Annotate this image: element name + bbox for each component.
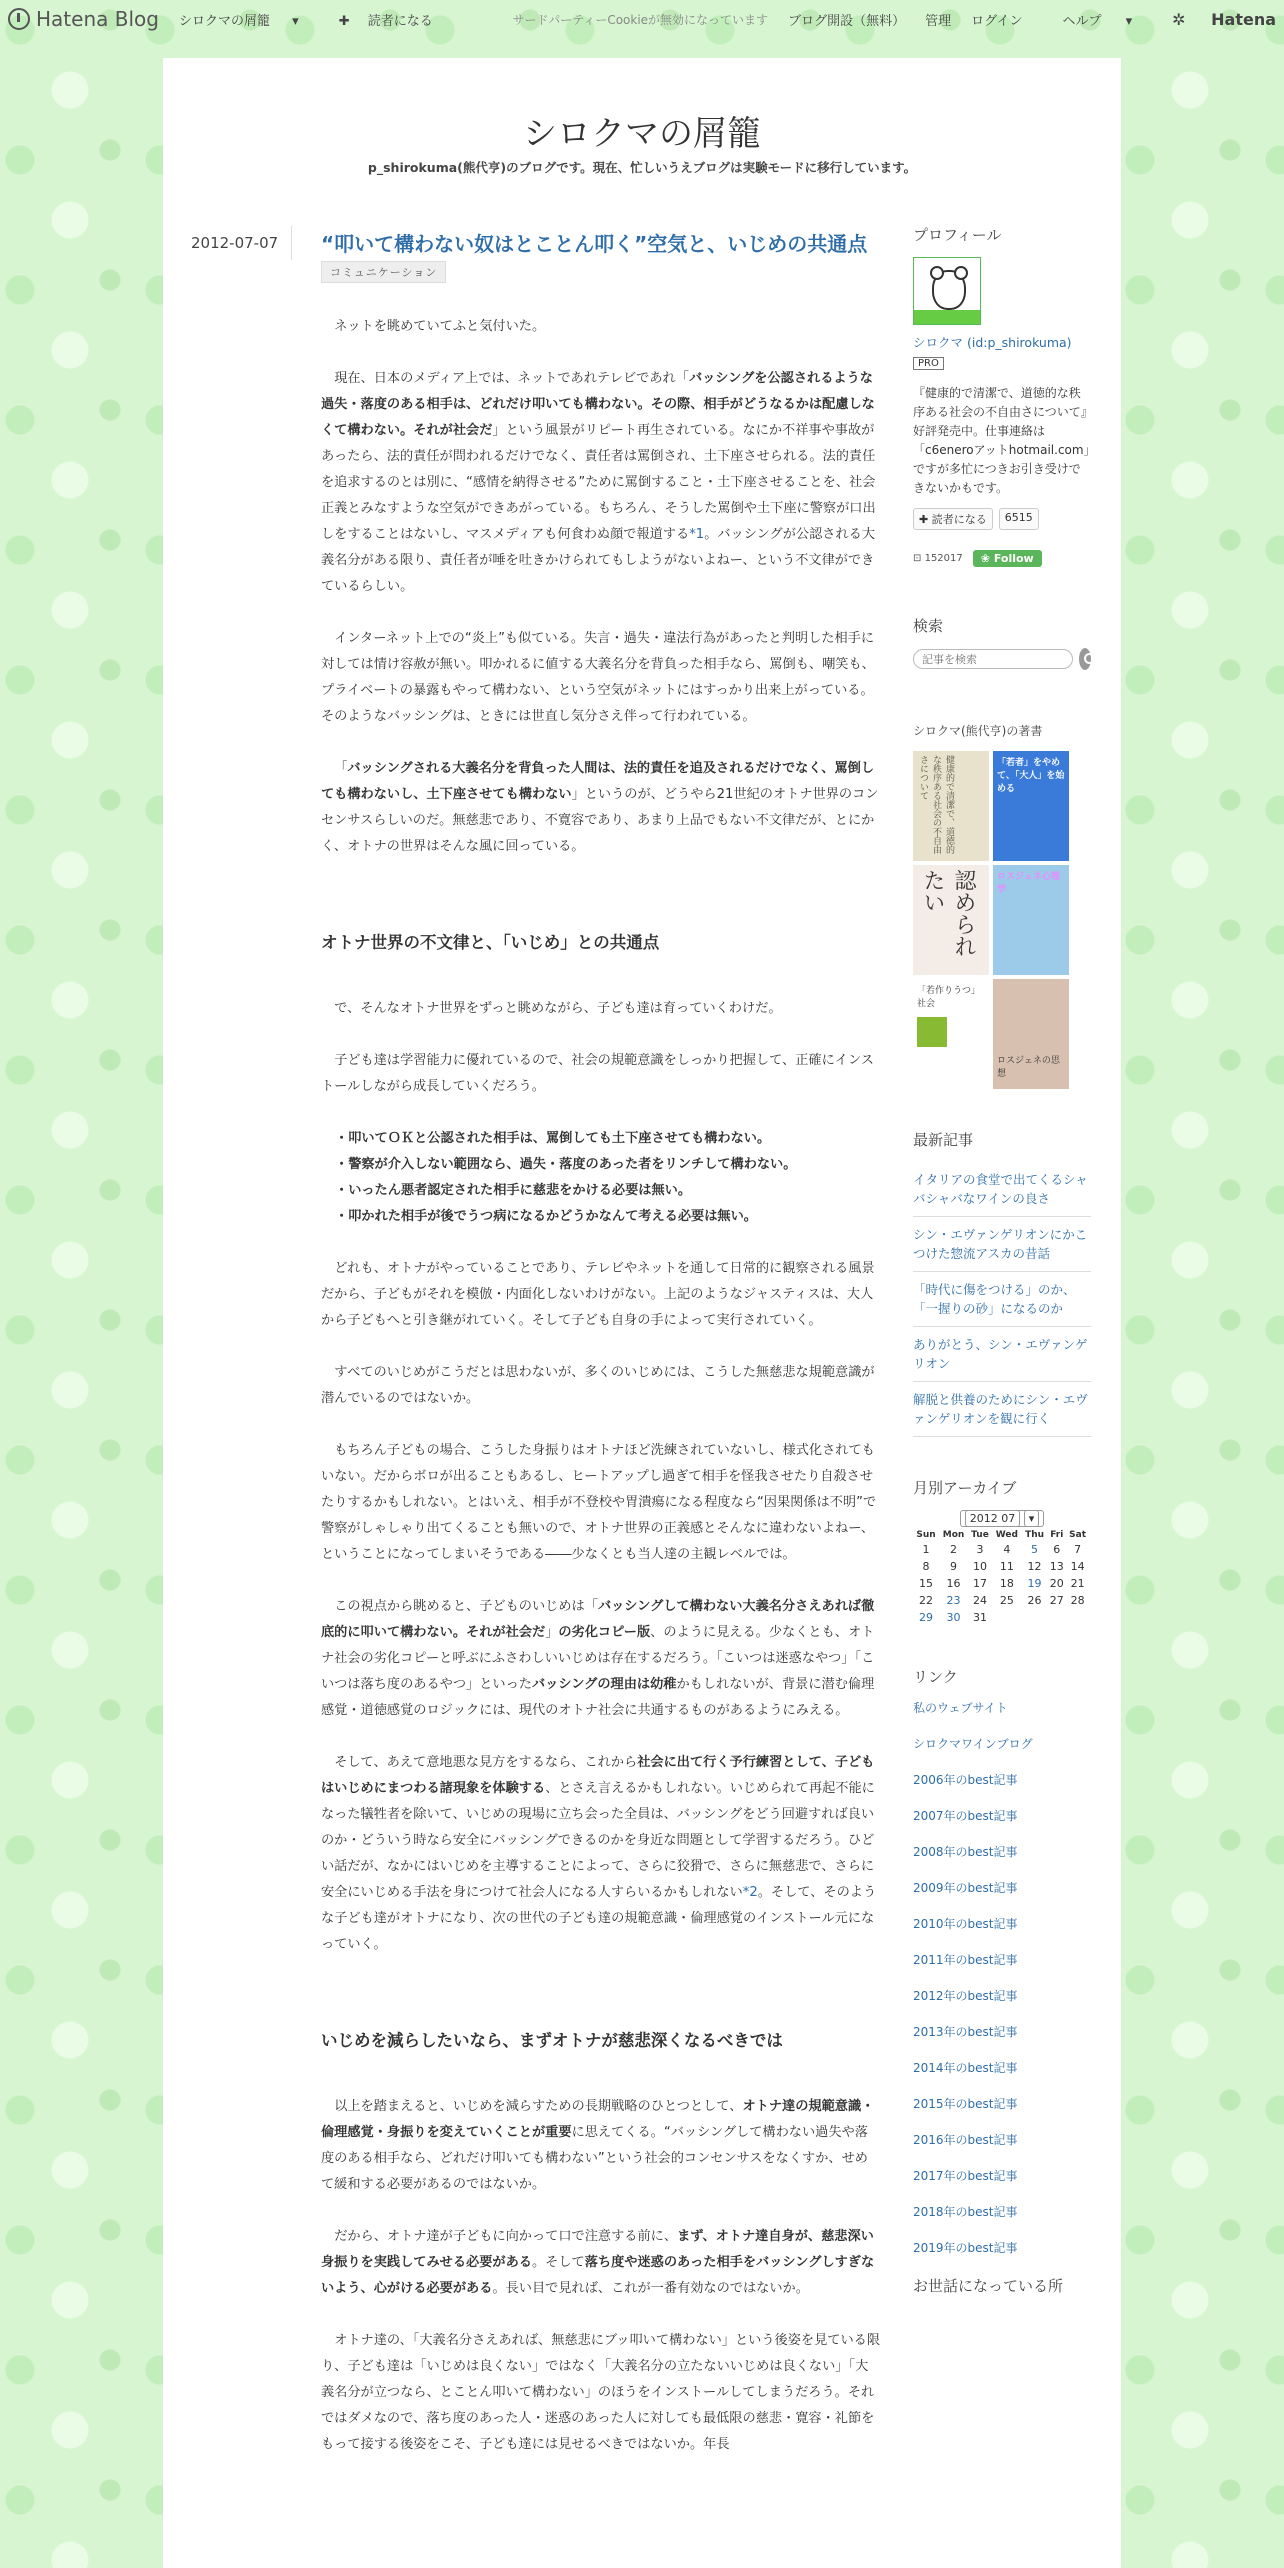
cal-day: 15 <box>919 1577 933 1590</box>
cal-day: 11 <box>999 1560 1014 1573</box>
paragraph: オトナ達の、「大義名分さえあれば、無慈悲にブッ叩いて構わない」という後姿を見ている限り、子ども達は「いじめは良くない」ではなく「大義名分の立たないいじめは良くない」「大義名分が立つなら、とことん叩いて構わない」のほうをインストールしてしまうだろう。それではダメなので、落ち度のあった人・迷惑のあった人に対しても最低限の慈悲・寛容・礼節をもって接する後姿をこそ、子ども達には見せるべきではないか。年長 <box>321 2333 881 2452</box>
sidebar-link[interactable]: 2012年のbest記事 <box>913 1989 1018 2003</box>
archive-month-value: 2012 07 <box>965 1510 1021 1527</box>
hatena-blog-logo[interactable] <box>8 7 159 31</box>
sidebar-link[interactable]: 2010年のbest記事 <box>913 1917 1018 1931</box>
cal-day: 17 <box>972 1577 987 1590</box>
sidebar-link[interactable]: 2007年のbest記事 <box>913 1809 1018 1823</box>
footnote-link[interactable]: *2 <box>742 1885 758 1900</box>
hatena-label: Hatena <box>1211 9 1276 29</box>
book-cover[interactable] <box>913 865 989 975</box>
sidebar-link[interactable]: 2015年のbest記事 <box>913 2097 1018 2111</box>
cal-day-link[interactable]: 29 <box>919 1611 933 1624</box>
book-cover[interactable] <box>913 979 989 1089</box>
feedly-icon: ⊡ <box>913 553 922 564</box>
archive-heading: 月別アーカイブ <box>913 1479 1017 1497</box>
cal-day: 12 <box>1027 1560 1042 1573</box>
entry-body <box>321 314 881 2484</box>
cal-weekday: Sun <box>916 1530 936 1540</box>
cal-day: 21 <box>1070 1577 1085 1590</box>
paragraph: 以上を踏まえると、いじめを減らすための長期戦略のひとつとして、オトナ達の規範意識・倫理感覚・身振りを変えていくことが重要に思えてくる。“バッシングして構わない過失や落度のある相手なら、どれだけ叩いても構わない”という社会的コンセンサスをなくすか、せめて緩和する必要があるのではないか。 <box>321 2099 875 2192</box>
paragraph: どれも、オトナがやっていることであり、テレビやネットを通して日常的に観察される風景だから、子どもがそれを模倣・内面化しないわけがない。上記のようなジャスティスは、大人から子どもへと引き継がれていく。そして子ども自身の手によって実行されていく。 <box>321 1261 875 1328</box>
cal-day: 2 <box>950 1543 958 1556</box>
cal-weekday: Wed <box>995 1530 1018 1540</box>
cal-weekday: Fri <box>1050 1530 1064 1540</box>
header-menu <box>179 10 469 29</box>
sidebar-link[interactable]: 2016年のbest記事 <box>913 2133 1018 2147</box>
list-item: ・ 警察が介入しない範囲なら、過失・落度のあった者をリンチして構わない。 <box>335 1152 881 1178</box>
paragraph: で、そんなオトナ世界をずっと眺めながら、子ども達は育っていくわけだ。 <box>334 1001 782 1016</box>
book-title: 「若作りうつ」社会 <box>917 986 981 1009</box>
section-heading: いじめを減らしたいなら、まずオトナが慈悲深くなるべきでは <box>321 2031 783 2050</box>
sidebar-link[interactable]: 2017年のbest記事 <box>913 2169 1018 2183</box>
cal-day: 26 <box>1027 1594 1042 1607</box>
book-cover[interactable] <box>993 979 1069 1089</box>
cal-day-link[interactable]: 30 <box>946 1611 961 1624</box>
search-heading: 検索 <box>913 617 944 635</box>
list-item: ・ 叩かれた相手が後でうつ病になるかどうかなんて考える必要は無い。 <box>335 1204 881 1230</box>
reader-count: 6515 <box>999 508 1039 530</box>
cal-day: 28 <box>1070 1594 1085 1607</box>
avatar[interactable] <box>913 257 981 325</box>
recent-heading: 最新記事 <box>913 1131 974 1149</box>
page-container <box>163 58 1121 2568</box>
cal-day: 22 <box>919 1594 933 1607</box>
cal-weekday: Sat <box>1069 1530 1087 1540</box>
sidebar-link[interactable]: 2014年のbest記事 <box>913 2061 1018 2075</box>
links-heading: リンク <box>913 1668 958 1686</box>
hatena-logo-icon <box>8 8 30 30</box>
cal-day: 6 <box>1053 1543 1061 1556</box>
sidebar-link[interactable]: シロクマワインブログ <box>913 1737 1033 1751</box>
cal-day: 18 <box>999 1577 1014 1590</box>
cal-day: 31 <box>972 1611 987 1624</box>
cal-day: 27 <box>1049 1594 1064 1607</box>
book-title: ロスジェネ心理学 <box>997 872 1060 895</box>
cal-weekday: Thu <box>1025 1530 1045 1540</box>
cal-day: 3 <box>976 1543 984 1556</box>
profile-intro: 『健康的で清潔で、道徳的な秩序ある社会の不自由さについて』好評発売中。仕事連絡は「c6eneroアットhotmail.com」ですが多忙につきお引き受けできないかもです。 <box>913 386 1090 495</box>
books-grid <box>913 751 1069 1089</box>
cal-day: 13 <box>1049 1560 1064 1573</box>
feedly-follow-icon: ❀ <box>980 552 990 565</box>
list-item: ・ いったん悪者認定された相手に慈悲をかける必要は無い。 <box>335 1178 881 1204</box>
paragraph: もちろん子どもの場合、こうした身振りはオトナほど洗練されていないし、様式化されてもいない。だからボロが出ることもあるし、ヒートアップし過ぎて相手を怪我させたり自殺させたりするかもしれない。とはいえ、相手が不登校や胃潰瘍になる程度なら“因果関係は不明”で警察がしゃしゃり出てくることも無いので、オトナ世界の正義感とそんなに違わないよねー、ということになってしまいそうである――少なくとも当人達の主観レベルでは。 <box>321 1443 877 1562</box>
sidebar-link[interactable]: 2019年のbest記事 <box>913 2241 1018 2255</box>
cal-day: 1 <box>922 1543 930 1556</box>
book-title: 認められたい <box>920 869 976 957</box>
help-dropdown[interactable] <box>1042 10 1132 29</box>
blog-menu-dropdown[interactable] <box>179 14 317 29</box>
cal-day-link[interactable]: 19 <box>1027 1577 1042 1590</box>
sidebar-link[interactable]: 2008年のbest記事 <box>913 1845 1018 1859</box>
hatena-link[interactable] <box>1152 10 1276 29</box>
caret-down-icon: ▾ <box>292 13 299 29</box>
avatar-ground <box>914 310 980 324</box>
open-blog-link[interactable]: ブログ開設（無料） <box>788 13 906 29</box>
paragraph: すべてのいじめがこうだとは思わないが、多くのいじめには、こうした無慈悲な規範意識が潜んでいるのではないか。 <box>321 1365 875 1406</box>
recent-entry-link[interactable]: イタリアの食堂で出てくるシャバシャバなワインの良さ <box>913 1162 1091 1217</box>
profile-heading: プロフィール <box>913 226 1002 244</box>
subscribe-link[interactable] <box>339 14 451 29</box>
search-input[interactable] <box>913 649 1073 669</box>
subscribe-button[interactable] <box>913 508 993 530</box>
book-title: 「若者」をやめて、「大人」を始める <box>997 758 1065 794</box>
section-heading: オトナ世界の不文律と、「いじめ」との共通点 <box>321 933 660 952</box>
follow-label: Follow <box>993 552 1034 565</box>
logo-text: Hatena Blog <box>36 7 159 31</box>
cal-weekday: Tue <box>971 1530 989 1540</box>
cal-weekday: Mon <box>942 1530 965 1540</box>
list-item: ・ 叩いてＯＫと公認された相手は、罵倒しても土下座させても構わない。 <box>335 1126 881 1152</box>
paragraph: 子ども達は学習能力に優れているので、社会の規範意識をしっかり把握して、正確にインストールしながら成長していくだろう。 <box>321 1053 874 1094</box>
subscribe-button-label: 読者になる <box>931 513 987 526</box>
book-title: 健康的で清潔で、道徳的な秩序ある社会の不自由さについて <box>918 755 954 854</box>
sidebar-link[interactable]: 2009年のbest記事 <box>913 1881 1018 1895</box>
book-title: ロスジェネの思想 <box>997 1056 1060 1079</box>
pro-badge: PRO <box>913 357 944 370</box>
cal-day: 24 <box>972 1594 987 1607</box>
help-label: ヘルプ <box>1062 13 1102 29</box>
cookie-notice: サードパーティーCookieが無効になっています <box>512 12 769 27</box>
blog-description: p_shirokuma(熊代亨)のブログです。現在、忙しいうえブログは実験モードに移行しています。 <box>367 160 917 175</box>
cal-day: 25 <box>999 1594 1014 1607</box>
sidebar-link[interactable]: 私のウェブサイト <box>913 1701 1008 1715</box>
cal-day: 4 <box>1003 1543 1011 1556</box>
paragraph: この視点から眺めると、子どものいじめは「バッシングして構わない大義名分さえあれば徹底的に叩いて構わない。それが社会だ」の劣化コピー版、のように見える。少なくとも、オトナ社会の劣化コピーと呼ぶにふさわしいいじめは存在するだろう。「こいつは迷惑なやつ」「こいつは落ち度のあるやつ」といったバッシングの理由は幼稚かもしれないが、背景に潜む倫理感覚・道徳感覚のロジックには、現代のオトナ社会に共通するものがあるようにみえる。 <box>321 1599 875 1718</box>
sidebar <box>913 224 1091 2308</box>
sewa-heading: お世話になっている所 <box>913 2277 1064 2295</box>
book-cover[interactable] <box>913 751 989 861</box>
polar-bear-icon <box>932 270 966 310</box>
cal-day <box>1066 1609 1089 1626</box>
caret-down-icon: ▾ <box>1125 13 1133 29</box>
paragraph: だから、オトナ達が子どもに向かって口で注意する前に、まず、オトナ達自身が、慈悲深い身振りを実践してみせる必要がある。そして落ち度や迷惑のあった相手をバッシングしすぎないよう、心がける必要がある。長い目で見れば、これが一番有効なのではないか。 <box>321 2229 875 2296</box>
cal-day: 8 <box>922 1560 930 1573</box>
book-cover[interactable] <box>993 865 1069 975</box>
cal-day-link[interactable]: 5 <box>1031 1543 1039 1556</box>
follow-button[interactable] <box>973 550 1042 567</box>
admin-link[interactable]: 管理 <box>925 13 952 29</box>
blog-menu-label: シロクマの屑籠 <box>178 13 270 29</box>
cal-day <box>992 1609 1022 1626</box>
subscribe-label: 読者になる <box>367 13 433 29</box>
recent-entry-link[interactable]: 解脱と供養のためにシン・エヴァンゲリオンを観に行く <box>913 1382 1091 1437</box>
links-list <box>913 1699 1091 2256</box>
entry-date[interactable]: 2012-07-07 <box>191 234 279 252</box>
hatena-icon: ✲ <box>1172 9 1186 29</box>
profile-name-link[interactable]: シロクマ (id:p_shirokuma) <box>913 335 1072 350</box>
sidebar-link[interactable]: 2013年のbest記事 <box>913 2025 1018 2039</box>
cal-day: 14 <box>1070 1560 1085 1573</box>
header-right <box>493 10 1284 29</box>
global-header <box>0 0 1284 38</box>
recent-entry-link[interactable]: 「時代に傷をつける」のか、「一握りの砂」になるのか <box>913 1272 1091 1327</box>
caret-down-icon: ▾ <box>1024 1510 1040 1527</box>
search-icon[interactable] <box>1079 648 1091 670</box>
date-divider <box>291 226 292 260</box>
blog-title[interactable]: シロクマの屑籠 <box>523 114 761 154</box>
archive-month-select[interactable] <box>960 1510 1045 1527</box>
recent-entry-link[interactable]: ありがとう、シン・エヴァンゲリオン <box>913 1327 1091 1382</box>
archive-calendar <box>913 1529 1089 1626</box>
paragraph: そして、あえて意地悪な見方をするなら、これから社会に出て行く予行練習として、子どもはいじめにまつわる諸現象を体験する、とさえ言えるかもしれない。いじめられて再起不能になった犠牲者を除いて、いじめの現場に立ち会った全員は、バッシングをどう回避すれば良いのか・どういう時なら安全にバッシングできるのかを身近な問題として学習するだろう。ひどい話だが、なかにはいじめを主導することによって、さらに狡猾で、さらに無慈悲で、さらに安全にいじめる手法を身につけて社会人になる人すらいるかもしれない*2。そして、そのような子ども達がオトナになり、次の世代の子ども達の規範意識・倫理感覚のインストール元になっていく。 <box>321 1755 877 1952</box>
cal-day-link[interactable]: 23 <box>946 1594 961 1607</box>
cal-day: 10 <box>972 1560 987 1573</box>
recent-list <box>913 1162 1091 1437</box>
cal-day: 9 <box>950 1560 958 1573</box>
login-link[interactable]: ログイン <box>971 13 1023 29</box>
sidebar-link[interactable]: 2011年のbest記事 <box>913 1953 1018 1967</box>
counter-value: 152017 <box>924 553 963 564</box>
cal-day: 20 <box>1049 1577 1064 1590</box>
cal-day: 7 <box>1074 1543 1082 1556</box>
plus-icon: ✚ <box>919 513 929 526</box>
sidebar-link[interactable]: 2006年のbest記事 <box>913 1773 1018 1787</box>
book-cover[interactable] <box>993 751 1069 861</box>
feedly-counter[interactable] <box>913 553 963 564</box>
cal-day <box>1047 1609 1066 1626</box>
entry-title[interactable]: “叩いて構わない奴はとことん叩く”空気と、いじめの共通点 <box>321 232 868 256</box>
recent-entry-link[interactable]: シン・エヴァンゲリオンにかこつけた惣流アスカの昔話 <box>913 1217 1091 1272</box>
cal-day <box>1022 1609 1048 1626</box>
plus-icon: ✚ <box>338 13 350 29</box>
footnote-link[interactable]: *1 <box>689 527 705 542</box>
sidebar-link[interactable]: 2018年のbest記事 <box>913 2205 1018 2219</box>
paragraph: 「バッシングされる大義名分を背負った人間は、法的責任を追及されるだけでなく、罵倒しても構わないし、土下座させても構わない」というのが、どうやら21世紀のオトナ世界のコンセンサスらしいのだ。無慈悲であり、不寛容であり、あまり上品でもない不文律だが、とにかく、オトナの世界はそんな風に回っている。 <box>321 761 879 854</box>
book-green-square <box>917 1017 947 1047</box>
cal-day: 16 <box>946 1577 961 1590</box>
paragraph: 現在、日本のメディア上では、ネットであれテレビであれ「バッシングを公認されるような過失・落度のある相手は、どれだけ叩いても構わない。その際、相手がどうなるかは配慮しなくて構わない。それが社会だ」という風景がリピート再生されている。なにか不祥事や事故があったら、法的責任が問われるだけでなく、責任者は罵倒され、土下座させられる。法的責任を追求するのとは別に、“感情を納得させる”ために罵倒すること・土下座させることを、社会正義とみなすような空気ができあがっている。もちろん、そうした罵倒や土下座に警察が口出しをすることはないし、マスメディアも何食わぬ顔で報道する*1。バッシングが公認される大義名分がある限り、責任者が唾を吐きかけられてもしようがないよねー、という不文律ができているらしい。 <box>321 371 876 594</box>
books-heading: シロクマ(熊代亨)の著書 <box>913 724 1043 738</box>
category-tag[interactable]: コミュニケーション <box>321 261 446 283</box>
paragraph: ネットを眺めていてふと気付いた。 <box>334 319 546 334</box>
rule-list <box>321 1126 881 1230</box>
paragraph: インターネット上での“炎上”も似ている。失言・過失・違法行為があったと判明した相手に対しては情け容赦が無い。叩かれるに値する大義名分を背負った相手なら、罵倒も、嘲笑も、プライベートの暴露もやって構わない、という空気がネットにはすっかり出来上がっている。そのようなバッシングは、ときには世直し気分さえ伴って行われている。 <box>321 631 875 724</box>
